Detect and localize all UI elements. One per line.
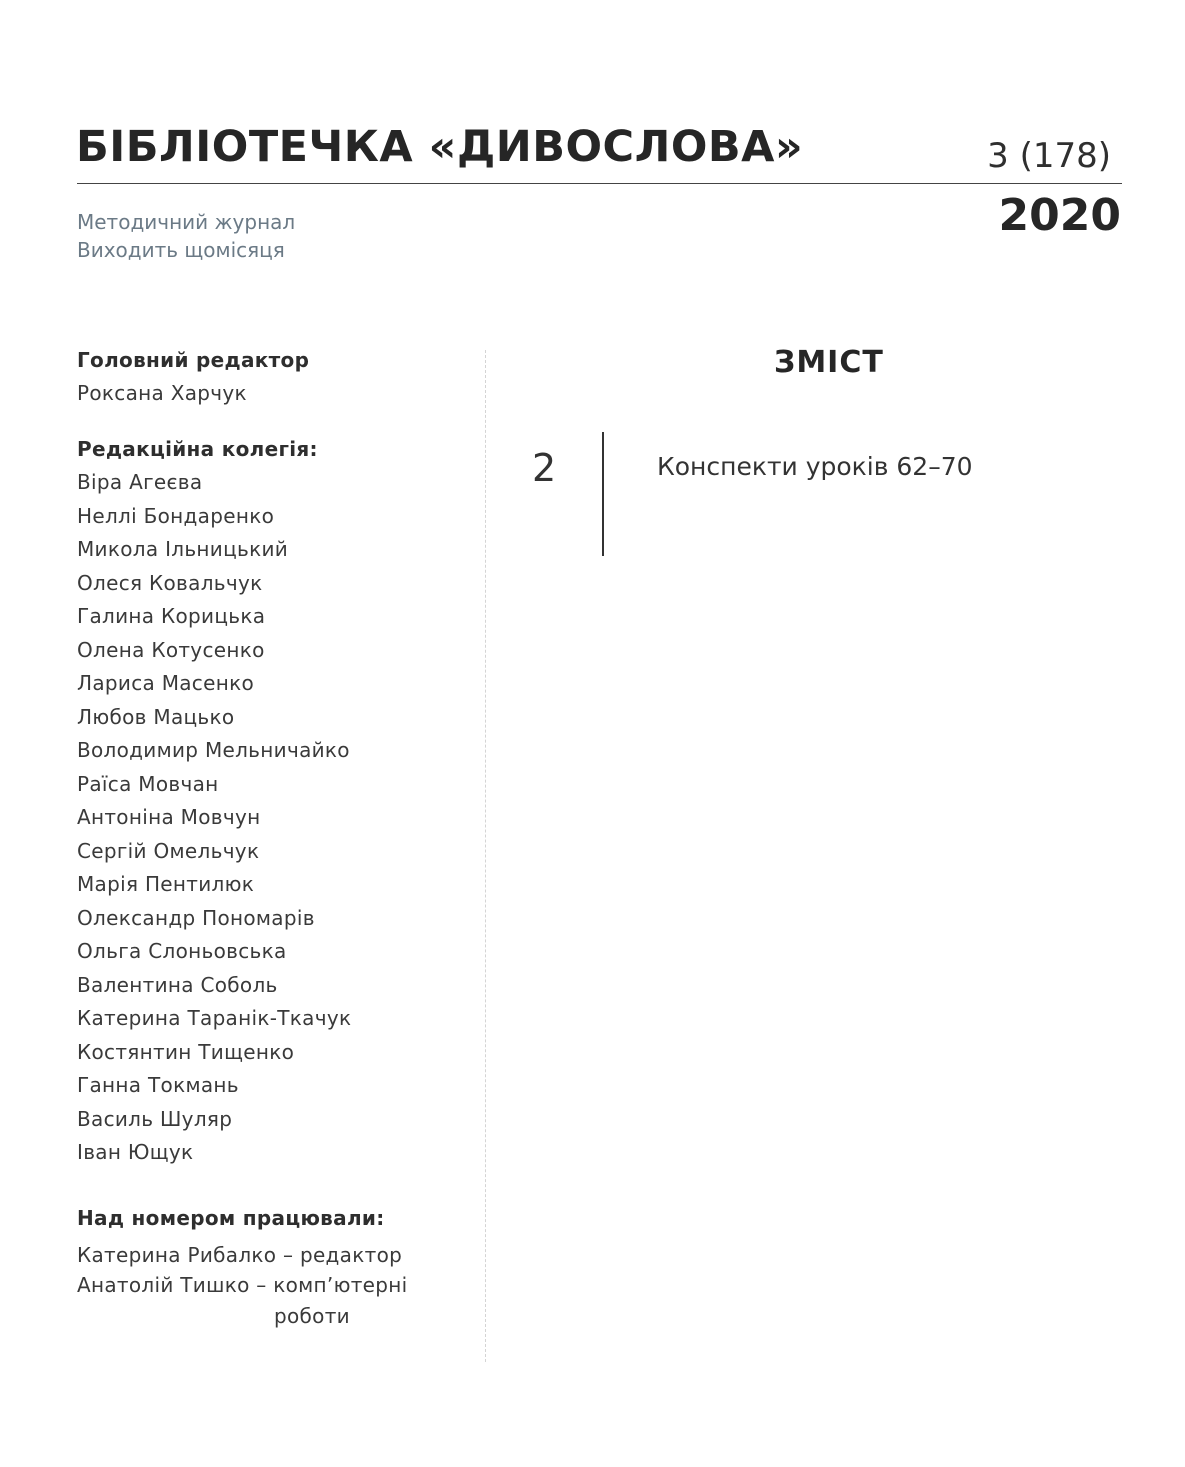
board-member: Микола Ільницький [77,537,289,561]
toc-entry-title[interactable]: Конспекти уроків 62–70 [657,452,973,481]
board-member: Антоніна Мовчун [77,805,261,829]
board-member: Василь Шуляр [77,1106,233,1131]
board-member: Ганна Токмань [77,1073,239,1097]
subtitle-type: Методичний журнал [77,210,296,234]
board-member: Ольга Слоньовська [77,939,287,963]
board-member: Галина Корицька [77,604,266,628]
board-member: Олеся Ковальчук [77,570,263,595]
board-member: Лариса Масенко [77,671,255,695]
board-member: Володимир Мельничайко [77,738,350,762]
board-member: Марія Пентилюк [77,872,255,896]
editorial-board-list [77,466,467,1170]
issue-number: 3 (178) [987,136,1111,176]
staff-editor: Катерина Рибалко – редактор [77,1242,403,1267]
board-member: Катерина Таранік-Ткачук [77,1006,352,1030]
issue-staff-label: Над номером працювали: [77,1205,385,1230]
chief-editor-name: Роксана Харчук [77,381,247,405]
board-member: Любов Мацько [77,704,235,729]
column-divider [485,350,486,1362]
header-divider [77,183,1122,184]
toc-page-number: 2 [532,446,557,490]
staff-layout: Анатолій Тишко – комп’ютерні [77,1273,408,1297]
chief-editor-label: Головний редактор [77,348,310,372]
editorial-column [77,345,467,1331]
subtitle-frequency: Виходить щомісяця [77,238,285,262]
journal-subtitle [77,208,295,264]
board-member: Раїса Мовчан [77,771,219,796]
board-member: Іван Ющук [77,1140,194,1164]
issue-year: 2020 [998,190,1121,241]
toc-separator [602,432,604,556]
board-member: Сергій Омельчук [77,838,260,863]
board-member: Олександр Пономарів [77,905,315,930]
staff-layout-continued: роботи [274,1303,350,1328]
editorial-board-label: Редакційна колегія: [77,437,318,461]
toc-entry[interactable] [532,432,1092,556]
board-member: Віра Агеєва [77,470,203,494]
board-member: Костянтин Тищенко [77,1039,295,1064]
journal-title: БІБЛІОТЕЧКА «ДИВОСЛОВА» [76,122,804,172]
board-member: Олена Котусенко [77,637,265,662]
board-member: Валентина Соболь [77,972,278,997]
toc-title: ЗМІСТ [774,345,884,380]
board-member: Неллі Бондаренко [77,503,275,528]
